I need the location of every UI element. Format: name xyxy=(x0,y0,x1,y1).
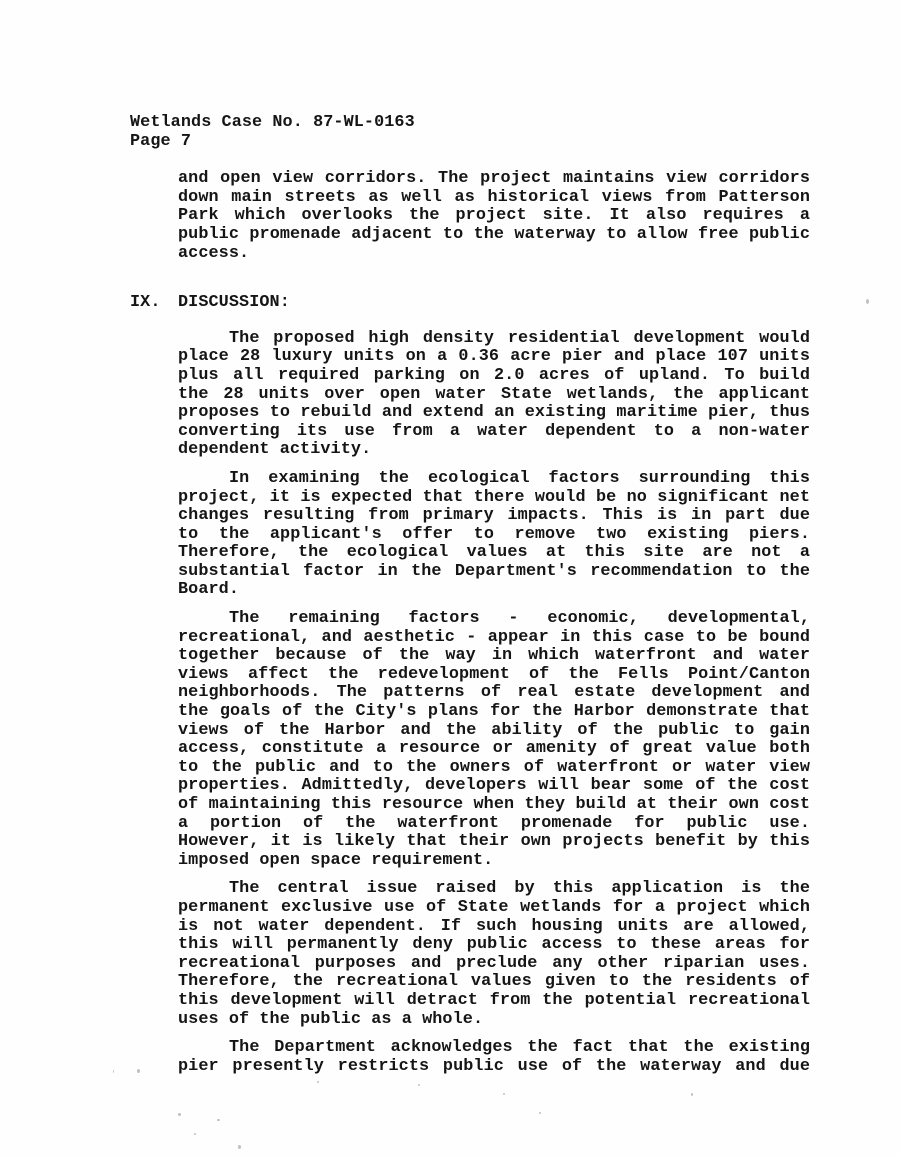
text-line: recreational purposes and preclude any other riparian uses. xyxy=(178,953,810,973)
text-line: proposes to rebuild and extend an existing maritime pier, thus xyxy=(178,403,810,423)
text-line: dependent activity. xyxy=(178,440,372,460)
text-line: views affect the redevelopment of the Fells Point/Canton xyxy=(178,664,810,684)
text-line: substantial factor in the Department's recommendation to the xyxy=(178,561,810,581)
text-line: imposed open space requirement. xyxy=(178,850,494,870)
text-line: place 28 luxury units on a 0.36 acre pier and place 107 units xyxy=(178,347,810,367)
section-title: DISCUSSION: xyxy=(178,293,290,313)
text-line: views of the Harbor and the ability of the public to gain xyxy=(178,720,810,740)
scan-speck xyxy=(137,1069,140,1073)
text-line: The Department acknowledges the fact that the existing xyxy=(229,1038,810,1058)
text-line: project, it is expected that there would be no significant net xyxy=(178,487,810,507)
text-line: this will permanently deny public access to these areas for xyxy=(178,935,810,955)
text-line: uses of the public as a whole. xyxy=(178,1009,484,1029)
scan-speck xyxy=(194,1133,196,1135)
text-line: access. xyxy=(178,243,250,263)
text-line: recreational, and aesthetic - appear in this case to be bound xyxy=(178,627,810,647)
text-line: pier presently restricts public use of the waterway and due xyxy=(178,1056,810,1076)
text-line: The remaining factors - economic, developmental, xyxy=(229,609,810,629)
scan-speck xyxy=(238,1145,241,1149)
scan-speck xyxy=(691,1093,693,1096)
scan-speck xyxy=(866,299,869,304)
text-line: In examining the ecological factors surrounding this xyxy=(229,468,810,488)
scan-speck xyxy=(418,1084,420,1086)
text-line: Park which overlooks the project site. It also requires a xyxy=(178,206,810,226)
paragraph xyxy=(178,1039,810,1076)
text-line: properties. Admittedly, developers will bear some of the cost xyxy=(178,776,810,796)
section-number: IX. xyxy=(130,293,161,313)
text-line: neighborhoods. The patterns of real estate development and xyxy=(178,683,810,703)
text-line: The proposed high density residential development would xyxy=(229,328,810,348)
text-line: Board. xyxy=(178,580,240,600)
document-header xyxy=(130,114,820,151)
scan-speck xyxy=(217,1119,220,1121)
text-line: However, it is likely that their own projects benefit by this xyxy=(178,832,810,852)
paragraph xyxy=(178,330,810,460)
text-line: to the applicant's offer to remove two existing piers. xyxy=(178,524,810,544)
text-line: is not water dependent. If such housing units are allowed, xyxy=(178,916,810,936)
text-line: public promenade adjacent to the waterway to allow free public xyxy=(178,224,810,244)
scan-speck xyxy=(503,1093,505,1095)
document-body xyxy=(130,114,820,1076)
text-line: Therefore, the ecological values at this site are not a xyxy=(178,543,810,563)
text-line: together because of the way in which waterfront and water xyxy=(178,646,810,666)
text-line: to the public and to the owners of waterfront or water view xyxy=(178,757,810,777)
scan-speck xyxy=(178,1113,181,1116)
scan-speck xyxy=(113,1070,114,1073)
scan-speck xyxy=(317,1081,319,1083)
paragraph xyxy=(178,880,810,1029)
section-heading xyxy=(130,294,820,313)
text-line: Therefore, the recreational values given to the residents of xyxy=(178,972,810,992)
text-line: and open view corridors. The project maintains view corridors xyxy=(178,169,810,189)
case-number-line: Wetlands Case No. 87-WL-0163 xyxy=(130,113,415,132)
text-line: changes resulting from primary impacts. This is in part due xyxy=(178,506,810,526)
discussion-paragraphs xyxy=(178,330,810,1077)
text-line: permanent exclusive use of State wetlands for a project which xyxy=(178,897,810,917)
paragraph xyxy=(178,470,810,600)
intro-paragraph xyxy=(178,170,810,263)
text-line: this development will detract from the potential recreational xyxy=(178,990,810,1010)
text-line: The central issue raised by this application is the xyxy=(229,879,810,899)
page-number-line: Page 7 xyxy=(130,131,192,151)
scan-speck xyxy=(539,1112,541,1114)
text-line: down main streets as well as historical views from Patterson xyxy=(178,187,810,207)
paragraph xyxy=(178,610,810,870)
text-line: plus all required parking on 2.0 acres of upland. To build xyxy=(178,365,810,385)
text-line: access, constitute a resource or amenity of great value both xyxy=(178,739,810,759)
text-line: the 28 units over open water State wetlands, the applicant xyxy=(178,384,810,404)
text-line: converting its use from a water dependent to a non-water xyxy=(178,421,810,441)
text-line: of maintaining this resource when they build at their own cost xyxy=(178,795,810,814)
text-line: a portion of the waterfront promenade for public use. xyxy=(178,813,810,833)
text-line: the goals of the City's plans for the Harbor demonstrate that xyxy=(178,702,810,722)
